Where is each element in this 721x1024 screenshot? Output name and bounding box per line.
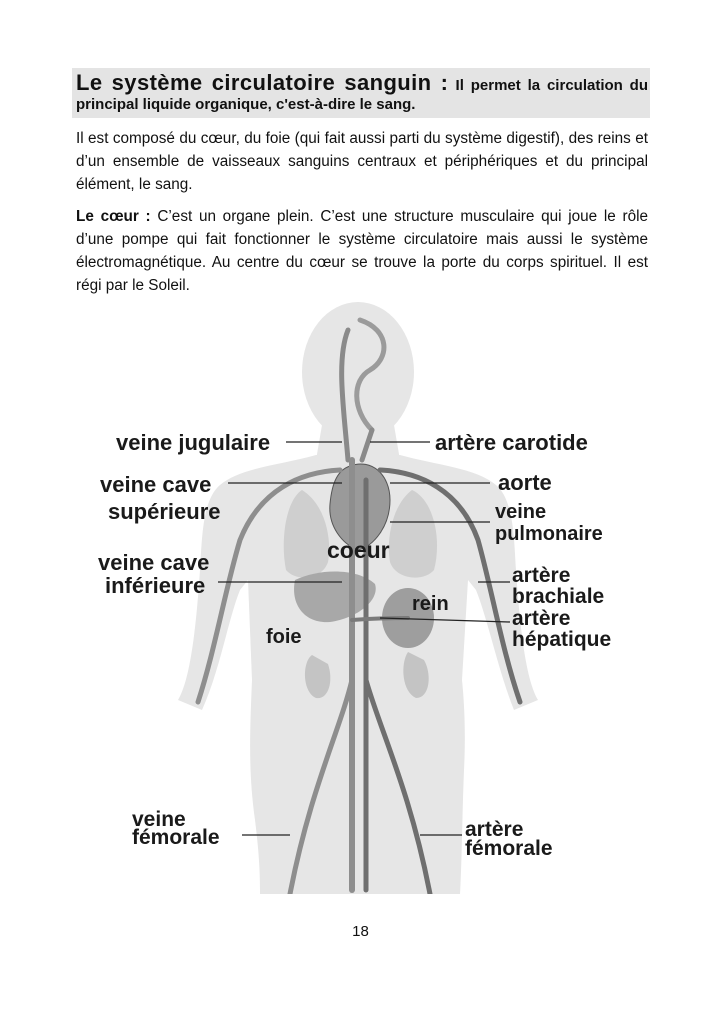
label-artere-femorale-1: artère	[465, 818, 524, 841]
label-artere-brachiale-2: brachiale	[512, 585, 605, 608]
label-artere-carotide: artère carotide	[435, 430, 588, 455]
label-artere-hepatique-2: hépatique	[512, 628, 612, 651]
label-artere-hepatique-1: artère	[512, 607, 571, 630]
section-heading	[76, 72, 648, 94]
label-veine-cave-superieure-1: veine cave	[100, 472, 212, 497]
label-veine-cave-inferieure-2: inférieure	[105, 573, 206, 598]
composition-paragraph: Il est composé du cœur, du foie (qui fait aussi parti du système digestif), des reins et d’un ensemble de vaisseaux sanguins centraux et périphériques et du principal élément, le sang.	[76, 130, 648, 193]
label-artere-brachiale-1: artère	[512, 564, 571, 587]
anatomy-illustration	[90, 300, 650, 894]
label-veine-cave-inferieure-1: veine cave	[98, 550, 210, 575]
section-intro-line1: Il permet la circulation du	[455, 77, 648, 94]
label-veine-jugulaire: veine jugulaire	[116, 430, 271, 455]
heart-paragraph	[76, 205, 648, 297]
label-veine-pulmonaire-2: pulmonaire	[495, 523, 603, 545]
label-foie: foie	[266, 626, 302, 648]
page-number: 18	[352, 923, 369, 940]
label-veine-pulmonaire-1: veine	[495, 501, 547, 523]
label-veine-femorale-2: fémorale	[132, 826, 220, 849]
circulatory-system-figure	[90, 300, 650, 894]
section-title: Le système circulatoire sanguin :	[76, 70, 449, 95]
section-intro-line2: principal liquide organique, c'est-à-dire le sang.	[76, 96, 416, 113]
label-rein: rein	[412, 593, 449, 615]
label-coeur: coeur	[327, 537, 390, 563]
label-artere-femorale-2: fémorale	[465, 837, 553, 860]
heart-paragraph-lead: Le cœur :	[76, 208, 151, 225]
label-veine-cave-superieure-2: supérieure	[108, 499, 221, 524]
label-aorte: aorte	[498, 470, 552, 495]
label-veine-femorale-1: veine	[132, 808, 186, 831]
heart-paragraph-text: C’est un organe plein. C’est une structure musculaire qui joue le rôle d’une pompe qui fait fonctionner le système circulatoire mais aussi le système électromagnétique. Au centre du cœur se trouve la porte du corps spirituel. Il est régi par le Soleil.	[76, 208, 648, 294]
section-intro	[76, 97, 648, 113]
